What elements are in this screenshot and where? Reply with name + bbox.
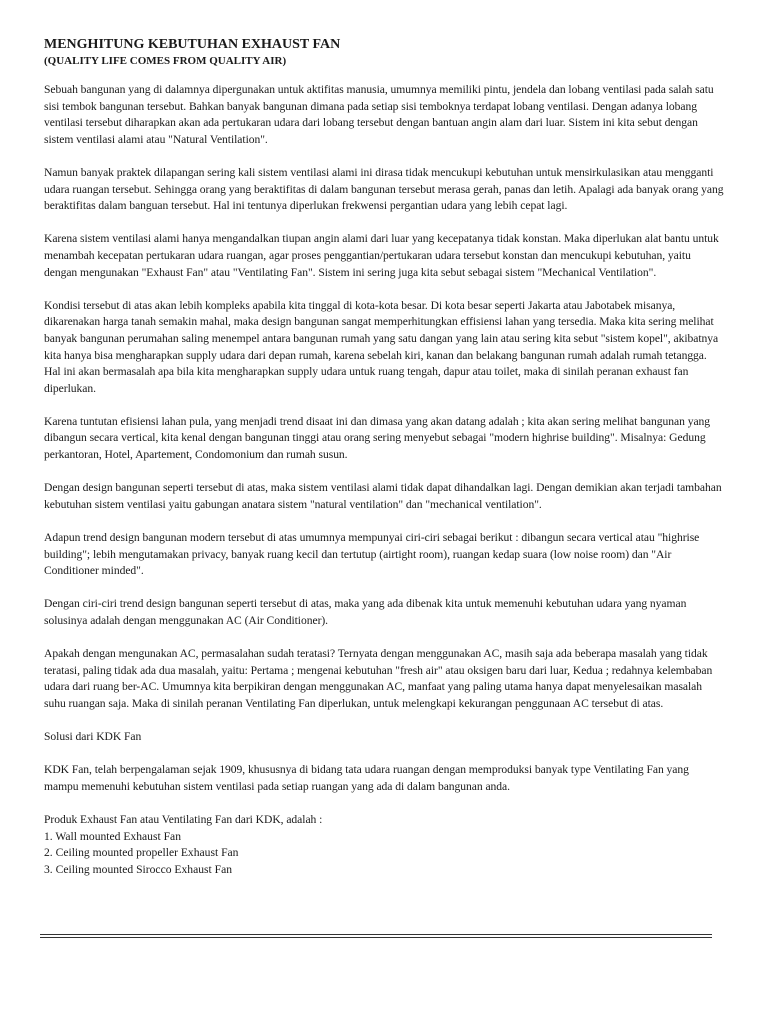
paragraph: Kondisi tersebut di atas akan lebih kompleks apabila kita tinggal di kota-kota besar. Di kota besar seperti Jakarta atau Jabotabek misanya, dikarenakan harga tanah semakin mahal, maka design bangunan sangat memperhitungkan effisiensi lahan yang tersedia. Maka kita sering melihat banyak bangunan perumahan saling menempel antara bangunan rumah yang satu dangan yang lain atau sering kita sebut "sistem kopel", akibatnya kita hanya bisa mengharapkan supply udara dari depan rumah, karena sebelah kiri, kanan dan belakang bangunan rumah adalah rumah tetangga. Hal ini akan bermasalah apa bila kita mengharapkan supply udara untuk ruang tengah, dapur atau toilet, maka di sinilah peranan exhaust fan diperlukan. bbox=[44, 298, 719, 395]
paragraph: KDK Fan, telah berpengalaman sejak 1909, khususnya di bidang tata udara ruangan dengan memproduksi banyak type Ventilating Fan yang mampu memenuhi kebutuhan sistem ventilasi pada setiap ruangan yang ada di dalam bangunan anda. bbox=[44, 763, 689, 793]
list-intro: Produk Exhaust Fan atau Ventilating Fan dari KDK, adalah : bbox=[44, 813, 323, 827]
document-subtitle: (QUALITY LIFE COMES FROM QUALITY AIR) bbox=[44, 55, 287, 67]
list-item: 2. Ceiling mounted propeller Exhaust Fan bbox=[44, 846, 239, 860]
paragraph: Dengan ciri-ciri trend design bangunan seperti tersebut di atas, maka yang ada dibenak kita untuk memenuhi kebutuhan udara yang nyaman solusinya adalah dengan menggunakan AC (Air Conditioner). bbox=[44, 597, 687, 627]
paragraph: Apakah dengan mengunakan AC, permasalahan sudah teratasi? Ternyata dengan menggunakan AC, masih saja ada beberapa masalah yang tidak teratasi, paling tidak ada dua masalah, yaitu: Pertama ; mengenai kebutuhan "fresh air" atau oksigen baru dari luar, Kedua ; redahnya kelembaban udara dari ruang ber-AC. Umumnya kita berpikiran dengan menggunakan AC, manfaat yang paling utama hanya dapat menyelesaikan masalah suhu ruangan saja. Maka di sinilah peranan Ventilating Fan diperlukan, untuk melengkapi kekurangan penggunaan AC tersebut di atas. bbox=[44, 647, 713, 710]
document-page bbox=[44, 36, 724, 879]
document-title: MENGHITUNG KEBUTUHAN EXHAUST FAN bbox=[44, 37, 341, 52]
paragraph: Karena sistem ventilasi alami hanya mengandalkan tiupan angin alami dari luar yang kecepatanya tidak konstan. Maka diperlukan alat bantu untuk menambah kecepatan pertukaran udara ruangan, agar proses penggantian/pertukaran udara tersebut konstan dan mencukupi kebutuhan, yaitu dengan mengunakan "Exhaust Fan" atau "Ventilating Fan". Sistem ini sering juga kita sebut sebagai sistem "Mechanical Ventilation". bbox=[44, 232, 719, 279]
paragraph: Karena tuntutan efisiensi lahan pula, yang menjadi trend disaat ini dan dimasa yang akan datang adalah ; kita akan sering melihat bangunan yang dibangun secara vertical, kita kenal dengan bangunan tinggi atau orang sering menyebut sebagai "modern highrise building". Misalnya: Gedung perkantoran, Hotel, Apartement, Condomonium dan rumah susun. bbox=[44, 414, 711, 462]
divider-line bbox=[40, 937, 712, 938]
page-end-divider bbox=[40, 934, 712, 938]
paragraph: Namun banyak praktek dilapangan sering kali sistem ventilasi alami ini dirasa tidak mencukupi kebutuhan untuk mensirkulasikan atau mengganti udara ruangan tersebut. Sehingga orang yang beraktifitas di dalam bangunan tersebut merasa gerah, panas dan letih. Apalagi ada banyak orang yang beraktifitas dalam banguan tersebut. Hal ini tentunya diperlukan frekwensi pergantian udara yang lebih cepat lagi. bbox=[44, 165, 724, 213]
paragraph: Adapun trend design bangunan modern tersebut di atas umumnya mempunyai ciri-ciri sebagai berikut : dibangun secara vertical atau "highrise building"; lebih mengutamakan privacy, banyak ruang kecil dan tertutup (airtight room), ruangan kedap suara (low noise room) dan "Air Conditioner minded". bbox=[44, 531, 700, 578]
product-list bbox=[44, 829, 724, 879]
section-heading-kdk: Solusi dari KDK Fan bbox=[44, 730, 142, 744]
list-item: 1. Wall mounted Exhaust Fan bbox=[44, 829, 181, 843]
divider-line bbox=[40, 934, 712, 935]
list-item: 3. Ceiling mounted Sirocco Exhaust Fan bbox=[44, 862, 233, 876]
paragraph: Sebuah bangunan yang di dalamnya dipergunakan untuk aktifitas manusia, umumnya memiliki pintu, jendela dan lobang ventilasi pada salah satu sisi tembok bangunan tersebut. Bahkan banyak bangunan dimana pada setiap sisi temboknya terdapat lobang ventilasi. Dengan adanya lobang ventilasi tersebut diharapkan akan ada pertukaran udara dari lobang tersebut dengan bantuan angin alam dari luar. Sistem ini kita sebut dengan sistem ventilasi alami atau "Natural Ventilation". bbox=[44, 83, 714, 146]
paragraph: Dengan design bangunan seperti tersebut di atas, maka sistem ventilasi alami tidak dapat dihandalkan lagi. Dengan demikian akan terjadi tambahan kebutuhan sistem ventilasi yaitu gabungan anatara sistem "natural ventilation" dan "mechanical ventilation". bbox=[44, 481, 722, 511]
